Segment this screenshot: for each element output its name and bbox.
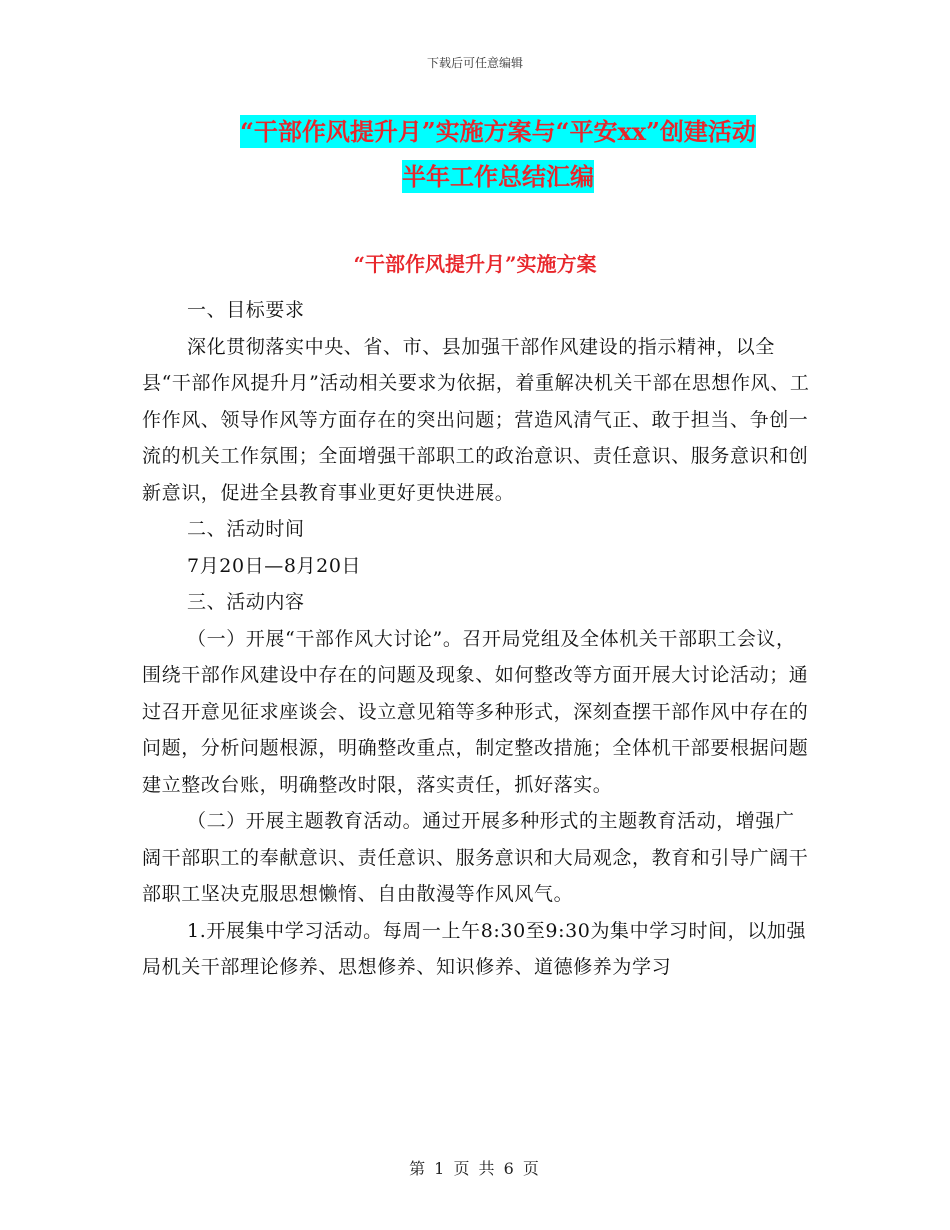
page-footer: 第 1 页 共 6 页: [409, 1159, 541, 1178]
document-body: [142, 292, 810, 986]
document-title-line-1: [192, 112, 804, 147]
title-highlight-1: “干部作风提升月”实施方案与“平安xx”创建活动: [240, 117, 756, 146]
paragraph-discussion: （一）开展“干部作风大讨论”。召开局党组及全体机关干部职工会议，围绕干部作风建设中存在的问题及现象、如何整改等方面开展大讨论活动；通过召开意见征求座谈会、设立意见箱等多种形式，深刻查摆干部作风中存在的问题，分析问题根源，明确整改重点，制定整改措施；全体机干部要根据问题建立整改台账，明确整改时限，落实责任，抓好落实。: [142, 627, 809, 796]
heading-time: 二、活动时间: [187, 518, 305, 540]
document-title-line-2: [192, 157, 804, 192]
heading-content: 三、活动内容: [187, 591, 305, 613]
paragraph-study: 1.开展集中学习活动。每周一上午8:30至9:30为集中学习时间，以加强局机关干部理论修养、思想修养、知识修养、道德修养为学习: [142, 919, 807, 978]
paragraph-education: （二）开展主题教育活动。通过开展多种形式的主题教育活动，增强广阔干部职工的奉献意识、责任意识、服务意识和大局观念，教育和引导广阔干部职工坚决克服思想懒惰、自由散漫等作风风气。: [142, 810, 809, 905]
paragraph-time: 7月20日—8月20日: [187, 554, 362, 577]
paragraph-goals: 深化贯彻落实中央、省、市、县加强干部作风建设的指示精神，以全县“干部作风提升月”活动相关要求为依据，着重解决机关干部在思想作风、工作作风、领导作风等方面存在的突出问题；营造风清气正、敢于担当、争创一流的机关工作氛围；全面增强干部职工的政治意识、责任意识、服务意识和创新意识，促进全县教育事业更好更快进展。: [142, 335, 810, 504]
section-title: “干部作风提升月”实施方案: [353, 252, 597, 276]
title-highlight-2: 半年工作总结汇编: [402, 162, 594, 191]
header-note: 下载后可任意编辑: [426, 56, 523, 70]
heading-goals: 一、目标要求: [187, 299, 305, 321]
